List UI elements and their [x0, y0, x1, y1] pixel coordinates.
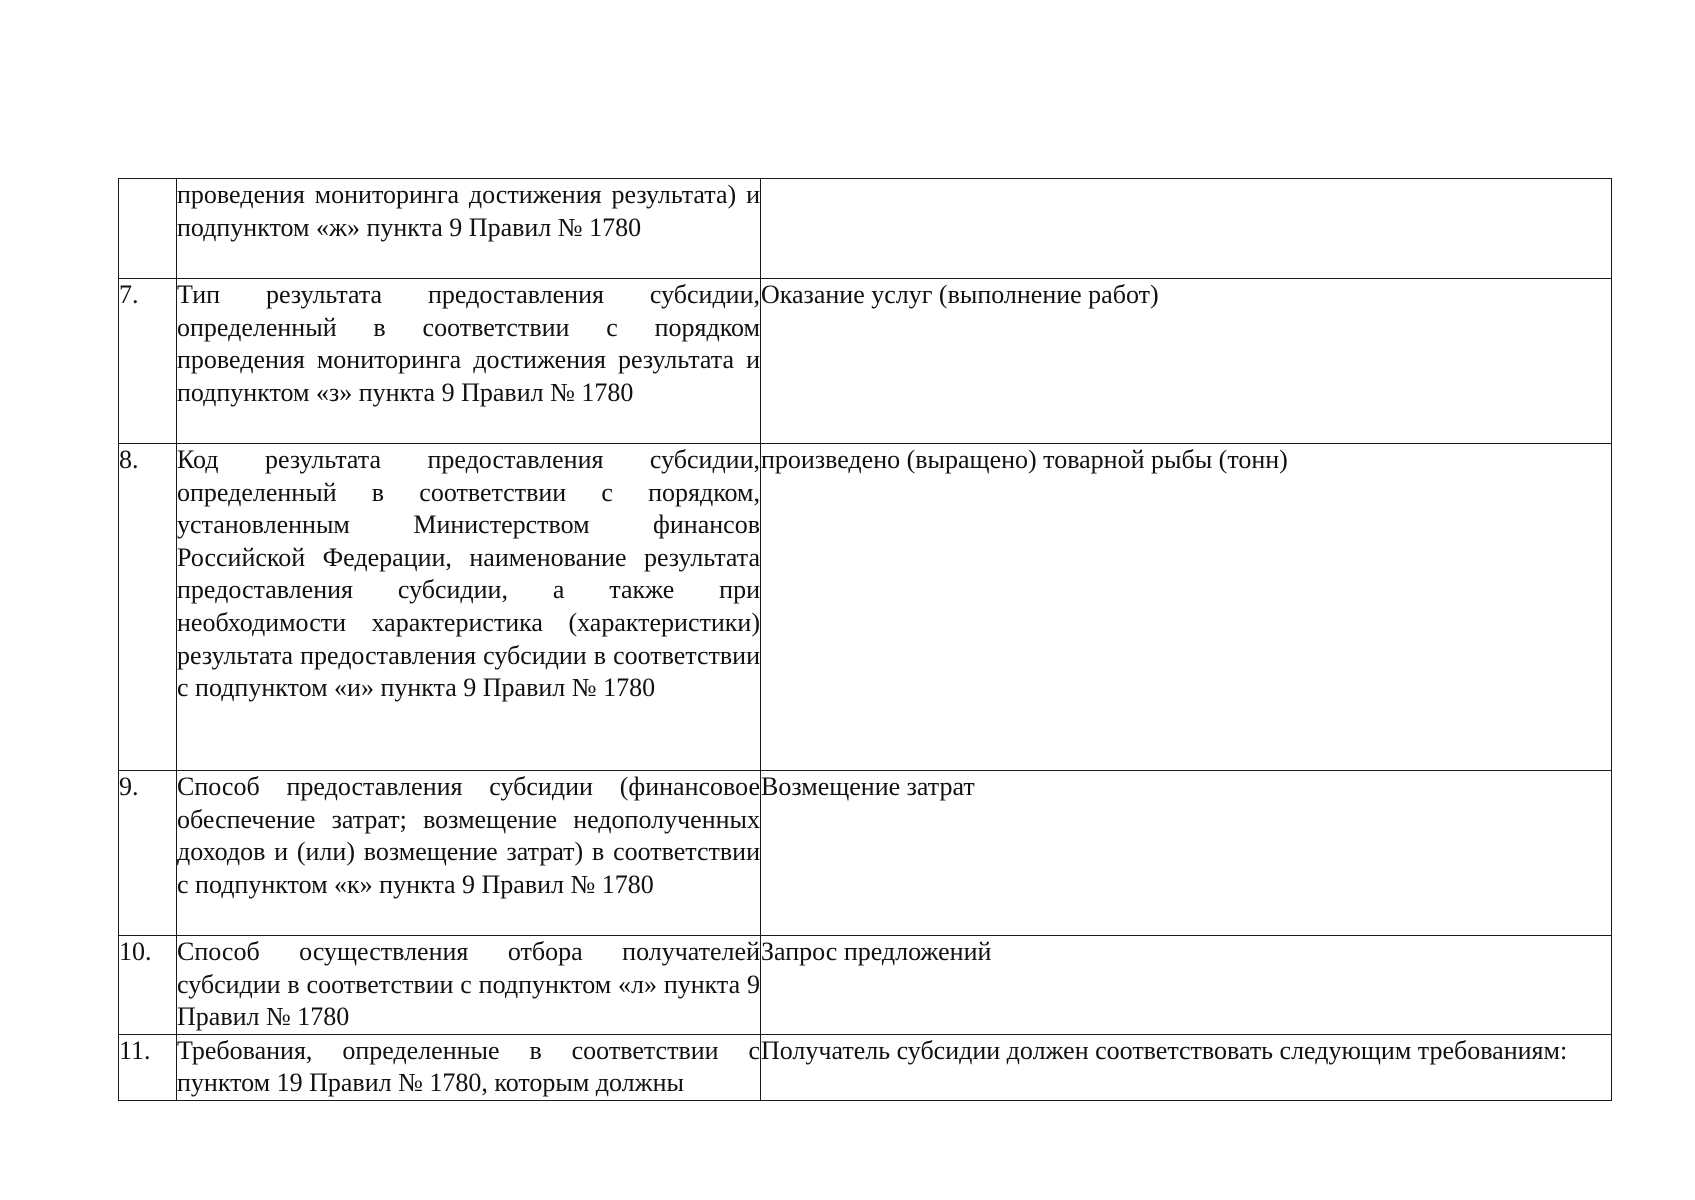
row-value	[761, 179, 1612, 279]
row-value: Запрос предложений	[761, 936, 1612, 1035]
requirements-table	[118, 178, 1612, 1101]
row-description: Требования, определенные в соответствии с пунктом 19 Правил № 1780, которым должны	[177, 1034, 761, 1100]
row-number: 8.	[119, 444, 177, 771]
row-description: Способ осуществления отбора получателей субсидии в соответствии с подпунктом «л» пункта 9 Правил № 1780	[177, 936, 761, 1035]
row-description: Тип результата предоставления субсидии, определенный в соответствии с порядком проведения мониторинга достижения результата и подпунктом «з» пункта 9 Правил № 1780	[177, 279, 761, 444]
row-number: 10.	[119, 936, 177, 1035]
table-row	[119, 444, 1612, 771]
table-row	[119, 279, 1612, 444]
row-description: Способ предоставления субсидии (финансовое обеспечение затрат; возмещение недополученных доходов и (или) возмещение затрат) в соответствии с подпунктом «к» пункта 9 Правил № 1780	[177, 771, 761, 936]
row-description: проведения мониторинга достижения результата) и подпунктом «ж» пункта 9 Правил № 1780	[177, 179, 761, 279]
table-row	[119, 771, 1612, 936]
row-number: 9.	[119, 771, 177, 936]
row-number: 11.	[119, 1034, 177, 1100]
table-row	[119, 179, 1612, 279]
row-value: Оказание услуг (выполнение работ)	[761, 279, 1612, 444]
row-value: Получатель субсидии должен соответствовать следующим требованиям:	[761, 1034, 1612, 1100]
row-description: Код результата предоставления субсидии, определенный в соответствии с порядком, установленным Министерством финансов Российской Федерации, наименование результата предоставления субсидии, а также при необходимости характеристика (характеристики) результата предоставления субсидии в соответствии с подпунктом «и» пункта 9 Правил № 1780	[177, 444, 761, 771]
row-number	[119, 179, 177, 279]
row-value: произведено (выращено) товарной рыбы (тонн)	[761, 444, 1612, 771]
row-number: 7.	[119, 279, 177, 444]
table-row	[119, 936, 1612, 1035]
table-row	[119, 1034, 1612, 1100]
row-value: Возмещение затрат	[761, 771, 1612, 936]
